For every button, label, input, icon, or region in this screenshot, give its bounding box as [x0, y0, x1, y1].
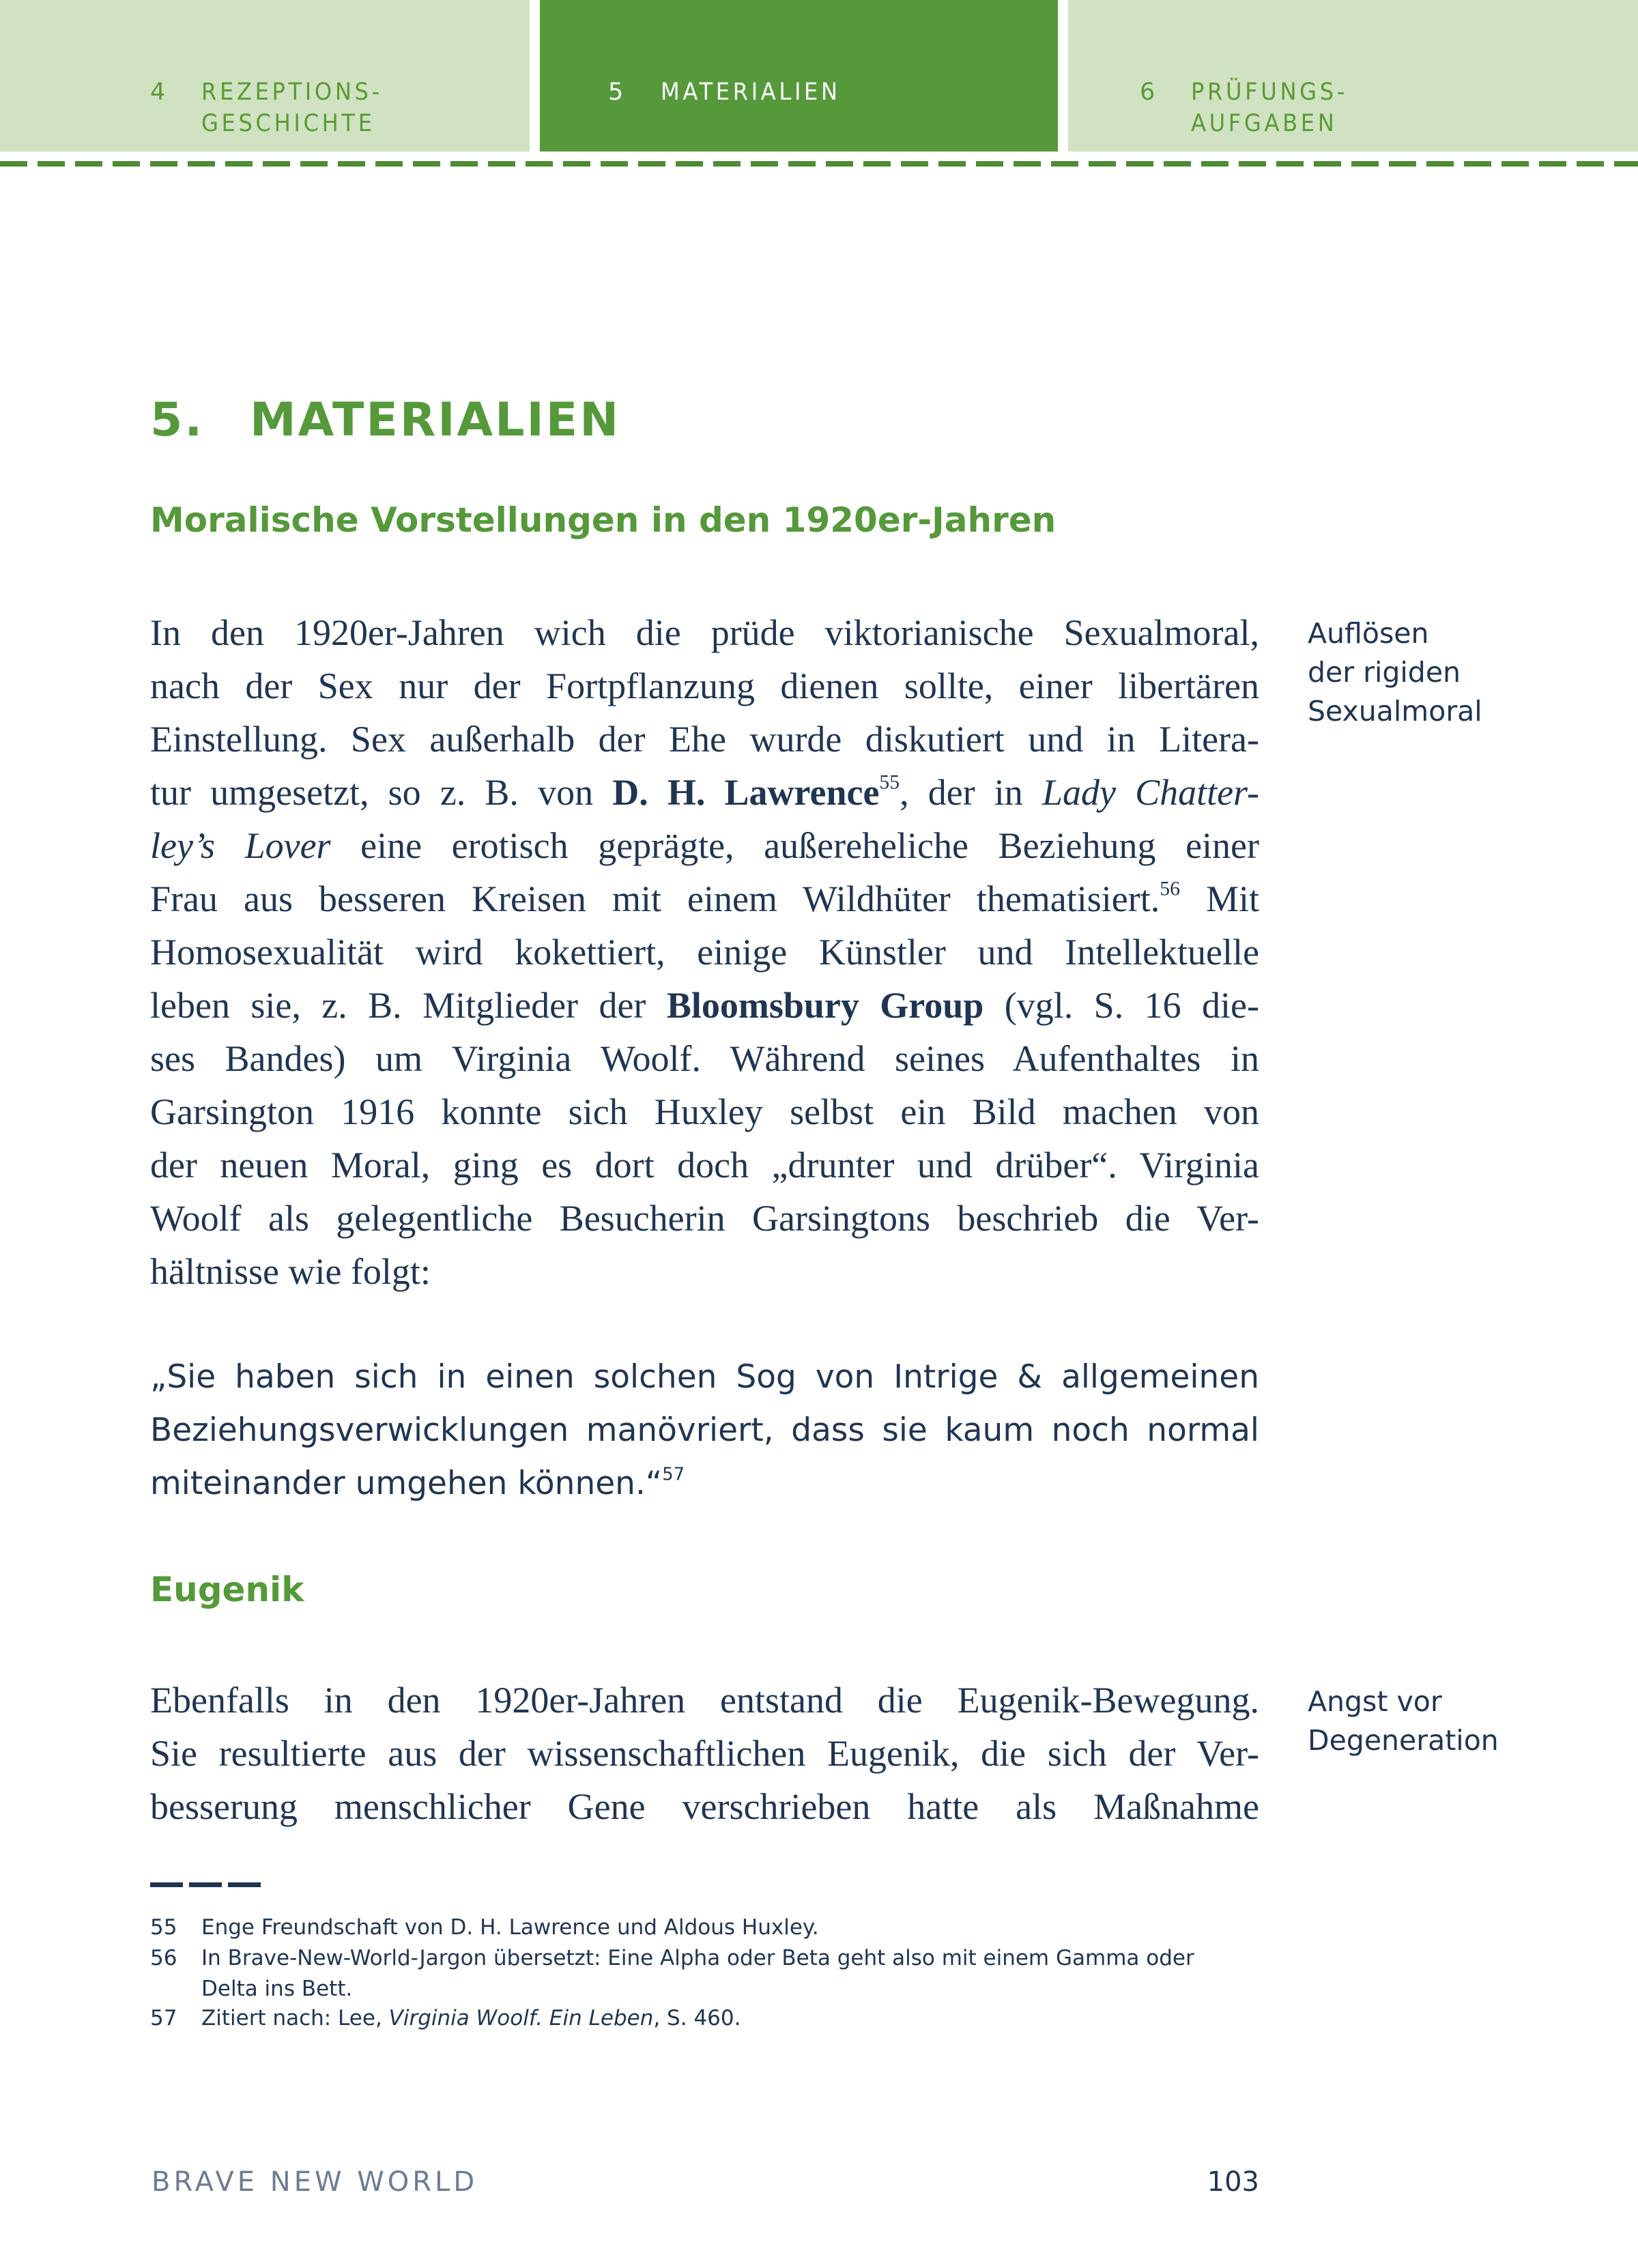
chapter-title-text: MATERIALIEN	[250, 393, 621, 447]
chapter-title	[150, 393, 620, 447]
text-run: der neuen Moral, ging es dort doch „drunter und drüber“. Virginia	[150, 1145, 1259, 1186]
header-dashed-divider	[0, 161, 1638, 167]
text-run: Mit	[1179, 878, 1259, 919]
tab-label	[201, 76, 383, 139]
text-run: eine erotisch geprägte, außereheliche Beziehung einer	[330, 825, 1259, 866]
text-run: Frau aus besseren Kreisen mit einem Wildhüter thematisiert.	[150, 878, 1160, 919]
text-run: , der in	[900, 772, 1042, 813]
text-run: besserung menschlicher Gene verschrieben hatte als Maßnahme	[150, 1786, 1259, 1827]
margin-note-degeneration	[1308, 1682, 1499, 1760]
footnote-reference: 57	[662, 1464, 685, 1485]
text-line	[150, 1032, 1259, 1085]
tab-label	[661, 76, 841, 108]
text-run: Delta ins Bett.	[201, 1977, 353, 2001]
text-line	[201, 1912, 819, 1943]
text-run: Beziehungsverwicklungen manövriert, dass sie kaum noch normal	[150, 1411, 1259, 1449]
tab-number: 5	[608, 78, 624, 106]
body-paragraph	[150, 1674, 1259, 1833]
section-heading-eugenik: Eugenik	[150, 1570, 304, 1609]
text-line	[150, 1245, 1259, 1298]
text-run: Homosexualität wird kokettiert, einige Künstler und Intellektuelle	[150, 932, 1259, 973]
text-line	[150, 925, 1259, 979]
text-run: Zitiert nach: Lee,	[201, 2006, 389, 2030]
text-run: Garsington 1916 konnte sich Huxley selbst ein Bild machen von	[150, 1091, 1259, 1132]
tab-label-line: MATERIALIEN	[661, 78, 841, 106]
text-line	[150, 819, 1259, 872]
footnote-number: 57	[150, 2006, 177, 2030]
text-line	[150, 1192, 1259, 1245]
text-run: , S. 460.	[653, 2006, 741, 2030]
text-line	[150, 1457, 1259, 1510]
body-paragraph	[150, 606, 1259, 1298]
margin-note-line: Sexualmoral	[1308, 695, 1482, 728]
footnote-text	[201, 1943, 1194, 2005]
footnote-text	[201, 1912, 819, 1943]
text-run: „Sie haben sich in einen solchen Sog von Intrige & allgemeinen	[150, 1358, 1259, 1396]
text-run: ses Bandes) um Virginia Woolf. Während seines Aufenthaltes in	[150, 1038, 1259, 1079]
tab-label-line: REZEPTIONS-	[201, 78, 383, 106]
footnote-text	[201, 2003, 741, 2034]
text-line	[201, 1974, 1194, 2005]
text-run: (vgl. S. 16 die-	[983, 985, 1259, 1026]
footnote-number: 56	[150, 1946, 177, 1970]
footer-book-title: BRAVE NEW WORLD	[152, 2166, 478, 2198]
text-line	[150, 1404, 1259, 1457]
text-line	[150, 979, 1259, 1032]
text-run: Einstellung. Sex außerhalb der Ehe wurde diskutiert und in Litera-	[150, 719, 1259, 760]
text-line	[150, 766, 1259, 819]
text-run: In den 1920er-Jahren wich die prüde viktorianische Sexualmoral,	[150, 612, 1259, 653]
text-run: hältnisse wie folgt:	[150, 1251, 431, 1292]
margin-note-line: Angst vor	[1308, 1685, 1442, 1718]
nav-tab-rezeptionsgeschichte[interactable]	[0, 0, 530, 152]
text-run: nach der Sex nur der Fortpflanzung dienen sollte, einer libertären	[150, 665, 1259, 706]
text-run: Ebenfalls in den 1920er-Jahren entstand die Eugenik-Bewegung.	[150, 1680, 1259, 1721]
tab-label-line: AUFGABEN	[1191, 110, 1338, 137]
text-run: leben sie, z. B. Mitglieder der	[150, 985, 667, 1026]
tab-label-line: PRÜFUNGS-	[1191, 78, 1348, 106]
tab-label	[1191, 76, 1348, 139]
text-line	[150, 1780, 1259, 1833]
tab-number: 4	[150, 78, 166, 106]
text-run: miteinander umgehen können.“	[150, 1465, 663, 1502]
chapter-number: 5.	[150, 393, 205, 447]
margin-note-line: der rigiden	[1308, 656, 1461, 689]
text-run: Sie resultierte aus der wissenschaftlichen Eugenik, die sich der Ver-	[150, 1733, 1259, 1774]
text-line	[150, 1085, 1259, 1138]
footnote-divider	[150, 1882, 261, 1887]
margin-note-line: Degeneration	[1308, 1724, 1499, 1757]
text-run: Virginia Woolf. Ein Leben	[388, 2006, 654, 2030]
tab-label-line: GESCHICHTE	[201, 110, 375, 137]
text-line	[150, 872, 1259, 925]
page-number: 103	[1207, 2166, 1259, 2198]
text-line	[150, 659, 1259, 713]
text-run: D. H. Lawrence	[612, 772, 880, 813]
footnote-number: 55	[150, 1915, 177, 1940]
text-line	[150, 713, 1259, 766]
text-run: ley’s Lover	[150, 825, 331, 866]
tab-number: 6	[1140, 78, 1155, 106]
text-run: tur umgesetzt, so z. B. von	[150, 772, 613, 813]
footnote-reference: 56	[1160, 878, 1180, 900]
text-line	[150, 1674, 1259, 1727]
section-heading-moral: Moralische Vorstellungen in den 1920er-Jahren	[150, 500, 1057, 540]
nav-tab-pruefungsaufgaben[interactable]	[1068, 0, 1638, 152]
footnote-reference: 55	[879, 771, 900, 794]
text-line	[150, 1138, 1259, 1192]
text-line	[150, 1727, 1259, 1780]
text-run: Lady Chatter-	[1041, 772, 1259, 813]
text-line	[150, 1351, 1259, 1404]
margin-note-sexualmoral	[1308, 614, 1482, 731]
block-quote	[150, 1351, 1259, 1510]
text-line	[201, 2003, 741, 2034]
text-run: Woolf als gelegentliche Besucherin Garsingtons beschrieb die Ver-	[150, 1198, 1259, 1239]
text-line	[201, 1943, 1194, 1974]
text-line	[150, 606, 1259, 659]
nav-tab-materialien[interactable]	[540, 0, 1058, 152]
margin-note-line: Auflösen	[1308, 617, 1429, 650]
text-run: Enge Freundschaft von D. H. Lawrence und Aldous Huxley.	[201, 1915, 819, 1940]
text-run: In Brave-New-World-Jargon übersetzt: Eine Alpha oder Beta geht also mit einem Gamma oder	[201, 1946, 1194, 1970]
text-run: Bloomsbury Group	[666, 985, 984, 1026]
